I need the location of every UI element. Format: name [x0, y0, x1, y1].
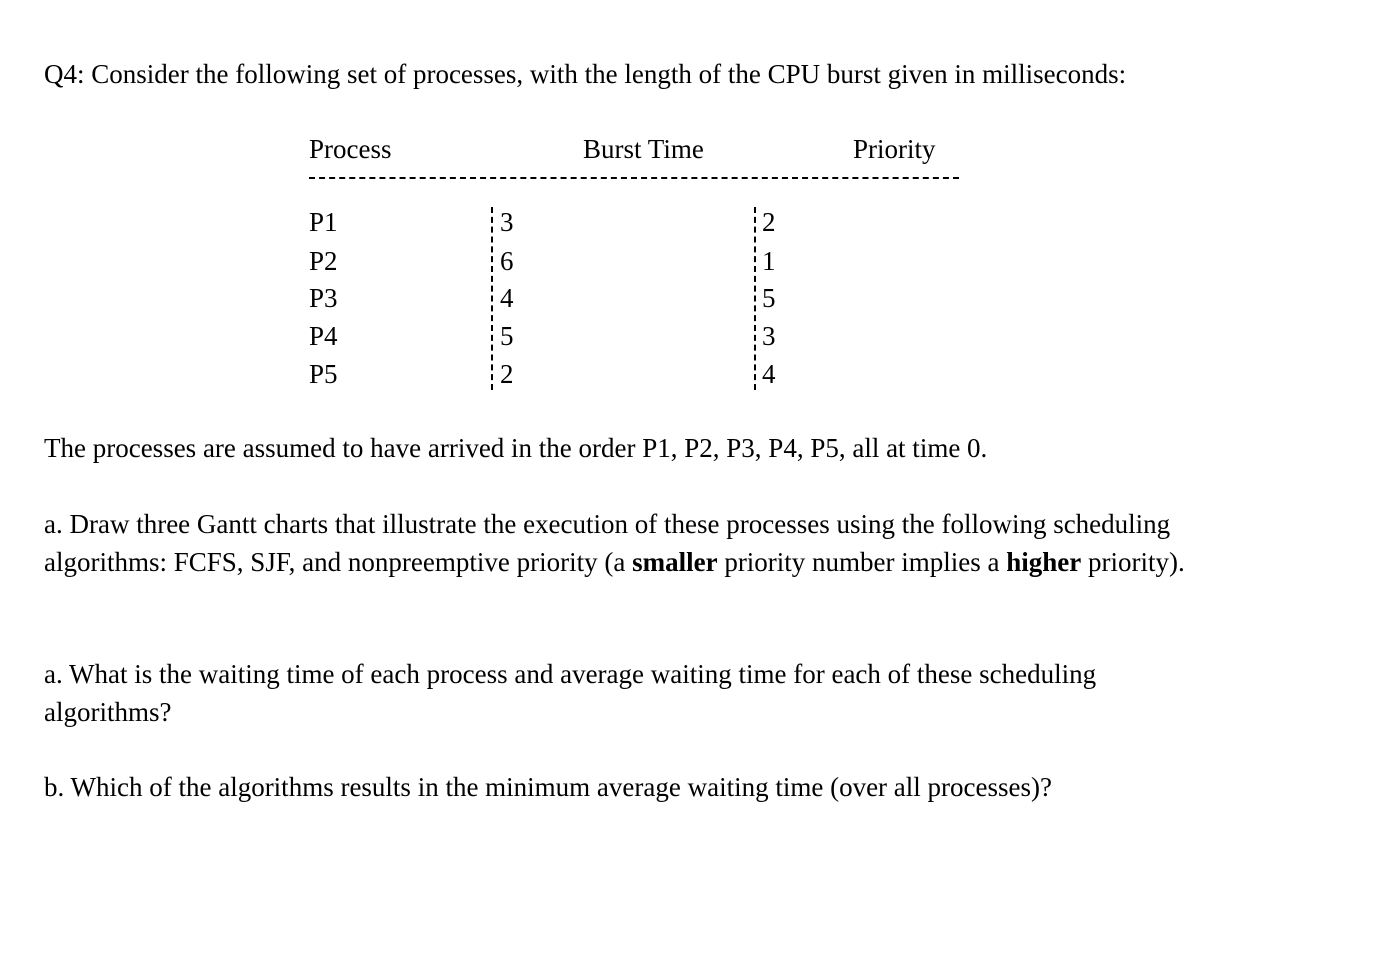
- part-a1-text-post: priority).: [1081, 547, 1185, 577]
- cell-burst-time: 5: [500, 321, 514, 351]
- table-row: [0, 242, 1382, 280]
- header-process: Process: [309, 134, 392, 164]
- cell-burst-time: 2: [500, 359, 514, 389]
- part-a1-text-mid: priority number implies a: [717, 547, 1007, 577]
- header-priority: Priority: [853, 134, 936, 164]
- cell-priority: 5: [762, 283, 776, 313]
- part-a1-line-2: [44, 543, 1185, 581]
- cell-process: P2: [309, 246, 338, 276]
- header-divider: [309, 177, 959, 179]
- part-b-line: b. Which of the algorithms results in the minimum average waiting time (over all processes)?: [44, 772, 1052, 802]
- cell-process: P4: [309, 321, 338, 351]
- table-row: [0, 279, 1382, 317]
- cell-priority: 1: [762, 246, 776, 276]
- cell-priority: 2: [762, 207, 776, 237]
- table-row: [0, 317, 1382, 355]
- cell-process: P1: [309, 207, 338, 237]
- cell-process: P5: [309, 359, 338, 389]
- part-a2-line-1: a. What is the waiting time of each process and average waiting time for each of these scheduling: [44, 659, 1097, 689]
- cell-burst-time: 3: [500, 207, 514, 237]
- question-title: Q4: Consider the following set of processes, with the length of the CPU burst given in milliseconds:: [44, 59, 1127, 89]
- part-a1-line-1: a. Draw three Gantt charts that illustrate the execution of these processes using the following scheduling: [44, 509, 1171, 539]
- cell-priority: 3: [762, 321, 776, 351]
- table-row: [0, 203, 1382, 241]
- cell-process: P3: [309, 283, 338, 313]
- part-a2-line-2: algorithms?: [44, 697, 172, 727]
- cell-burst-time: 4: [500, 283, 514, 313]
- cell-burst-time: 6: [500, 246, 514, 276]
- header-burst-time: Burst Time: [583, 134, 704, 164]
- part-a1-text-pre: algorithms: FCFS, SJF, and nonpreemptive priority (a: [44, 547, 633, 577]
- part-a1-bold-higher: higher: [1006, 547, 1082, 577]
- table-row: [0, 355, 1382, 393]
- cell-priority: 4: [762, 359, 776, 389]
- part-a1-bold-smaller: smaller: [632, 547, 718, 577]
- arrival-statement: The processes are assumed to have arrived in the order P1, P2, P3, P4, P5, all at time 0.: [44, 433, 988, 463]
